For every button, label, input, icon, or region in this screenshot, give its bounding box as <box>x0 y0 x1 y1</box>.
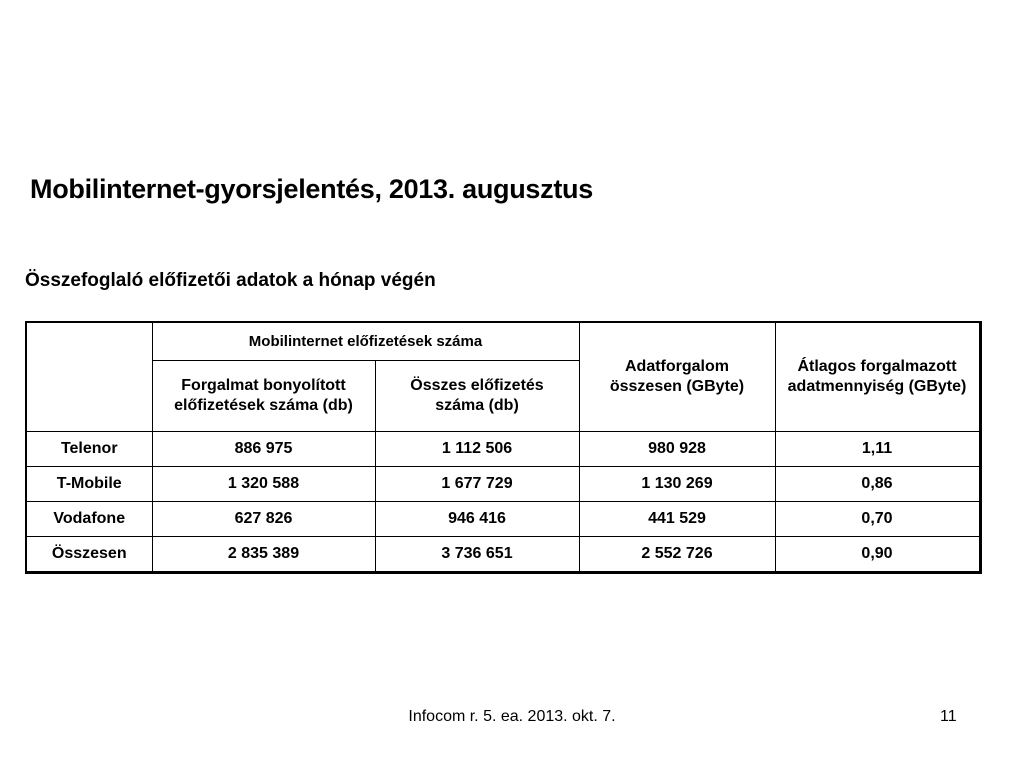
operator-name: Összesen <box>26 537 152 573</box>
header-subscriptions-group: Mobilinternet előfizetések száma <box>152 322 579 361</box>
total-value: 3 736 651 <box>375 537 579 573</box>
slide-title: Mobilinternet-gyorsjelentés, 2013. augusztus <box>30 174 593 204</box>
operator-name: Telenor <box>26 432 152 467</box>
traffic-value: 2 552 726 <box>579 537 775 573</box>
active-value: 627 826 <box>152 502 375 537</box>
table-row <box>26 467 980 502</box>
page-number: 11 <box>940 708 957 725</box>
table-row <box>26 432 980 467</box>
table-row <box>26 502 980 537</box>
average-value: 1,11 <box>775 432 980 467</box>
header-traffic: Adatforgalom összesen (GByte) <box>579 322 775 432</box>
total-value: 1 112 506 <box>375 432 579 467</box>
average-value: 0,90 <box>775 537 980 573</box>
active-value: 2 835 389 <box>152 537 375 573</box>
slide-footer: Infocom r. 5. ea. 2013. okt. 7. <box>408 708 616 725</box>
operator-name: Vodafone <box>26 502 152 537</box>
operator-name: T-Mobile <box>26 467 152 502</box>
average-value: 0,86 <box>775 467 980 502</box>
total-value: 1 677 729 <box>375 467 579 502</box>
traffic-value: 441 529 <box>579 502 775 537</box>
subscription-table <box>25 321 982 574</box>
traffic-value: 1 130 269 <box>579 467 775 502</box>
active-value: 886 975 <box>152 432 375 467</box>
active-value: 1 320 588 <box>152 467 375 502</box>
header-active-subscriptions: Forgalmat bonyolított előfizetések száma (db) <box>152 361 375 432</box>
total-value: 946 416 <box>375 502 579 537</box>
average-value: 0,70 <box>775 502 980 537</box>
corner-cell <box>26 322 152 432</box>
table-row <box>26 537 980 573</box>
header-average: Átlagos forgalmazott adatmennyiség (GByte) <box>775 322 980 432</box>
traffic-value: 980 928 <box>579 432 775 467</box>
slide-subtitle: Összefoglaló előfizetői adatok a hónap végén <box>25 270 436 291</box>
header-total-subscriptions: Összes előfizetés száma (db) <box>375 361 579 432</box>
